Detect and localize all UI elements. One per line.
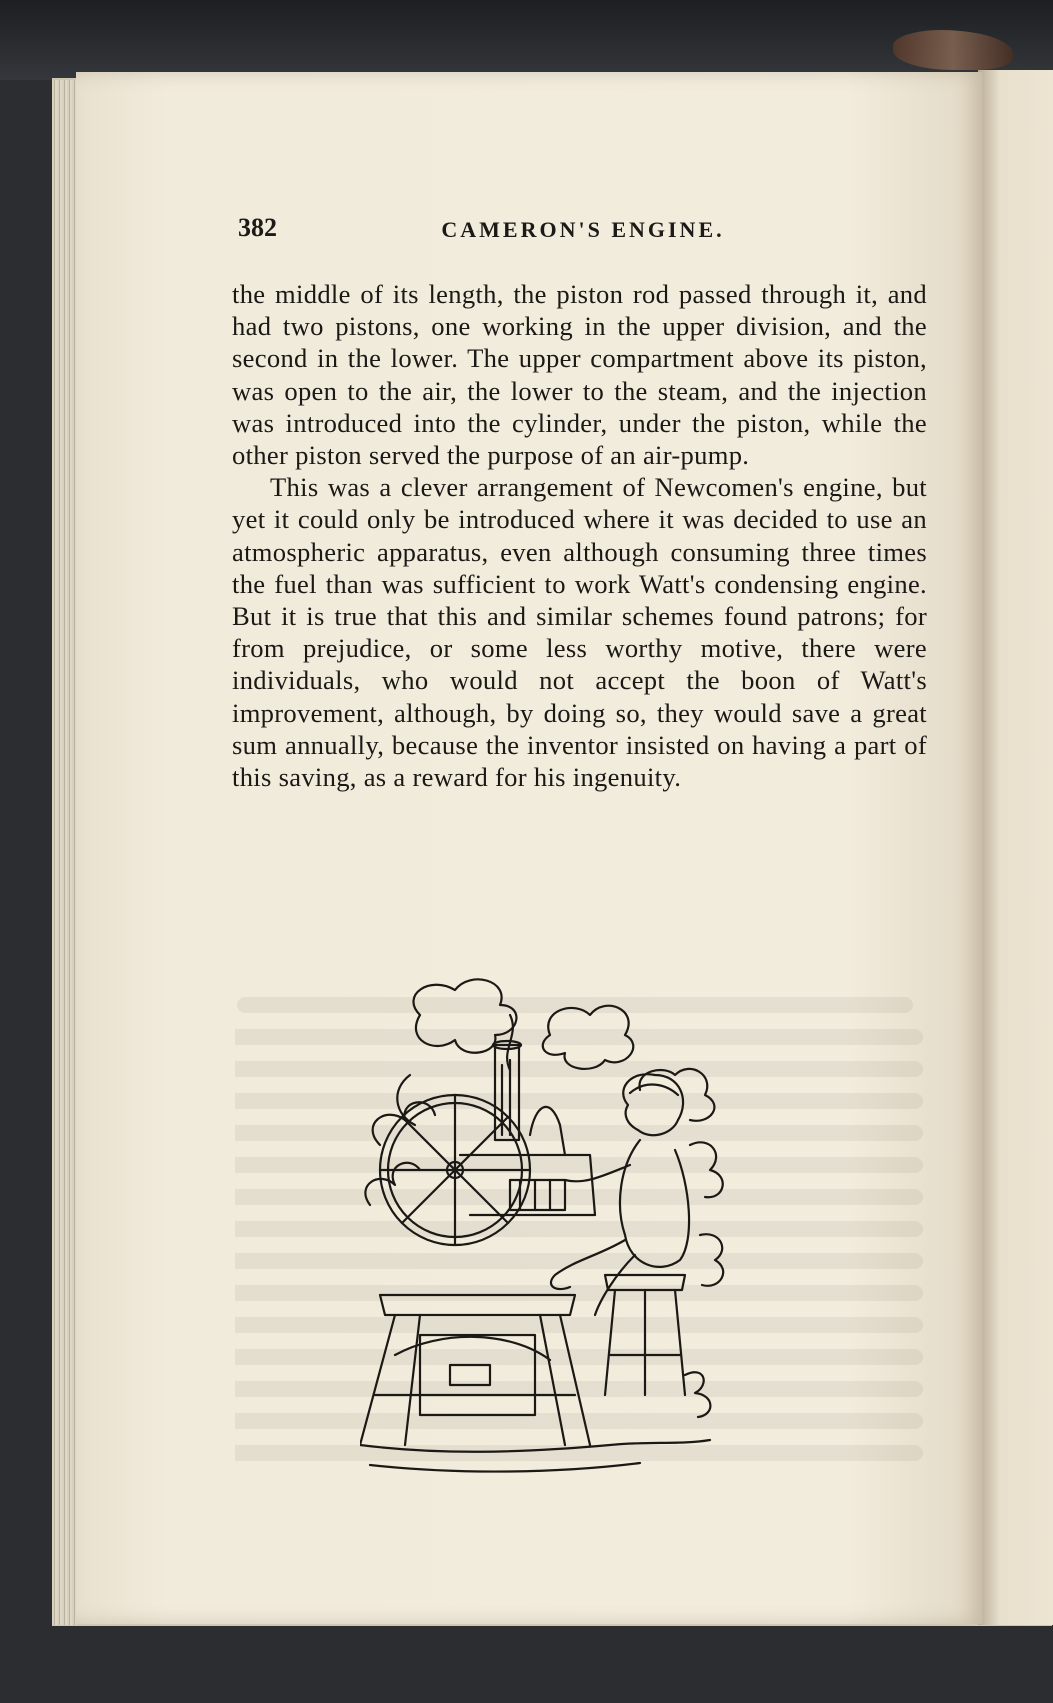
engraving-cherub-engine [360,975,780,1495]
side-flourish [685,1372,710,1417]
paragraph-2: This was a clever arrangement of Newcomen's engine, but yet it could only be introduced where it was decided to use an atmospheric apparatus, even although consuming three times the fuel than was sufficient to work Watt's condensing engine. But it is true that this and similar schemes found patrons; for from prejudice, or some less worthy motive, there were individuals, who would not accept the boon of Watt's improvement, although, by doing so, they would save a great sum annually, because the inventor insisted on having a part of this saving, as a reward for his ingenuity. [232,472,927,793]
table-top [380,1295,575,1315]
steam-curl-4 [700,1234,723,1286]
page-number: 382 [238,213,277,242]
body-text [232,278,927,793]
page-header [238,213,928,253]
cherub-head [623,1074,683,1135]
table-drawer [420,1335,535,1415]
facing-page-edge [978,70,1053,1625]
running-head: CAMERON'S ENGINE. [441,217,725,242]
floor-line [360,1440,710,1452]
steam-curl-3 [690,1142,723,1197]
cherub-arm [565,1165,630,1181]
steam-cloud-mid [543,1006,634,1069]
page-edges [52,80,76,1625]
cherub-body [620,1140,689,1267]
engraving-svg [360,975,780,1495]
paragraph-1: the middle of its length, the piston rod passed through it, and had two pistons, one working in the upper division, and the second in the lower. The upper compartment above its piston, was open to the air, the lower to the steam, and the injection was introduced into the cylinder, under the piston, while the other piston served the purpose of an air-pump. [232,279,927,471]
